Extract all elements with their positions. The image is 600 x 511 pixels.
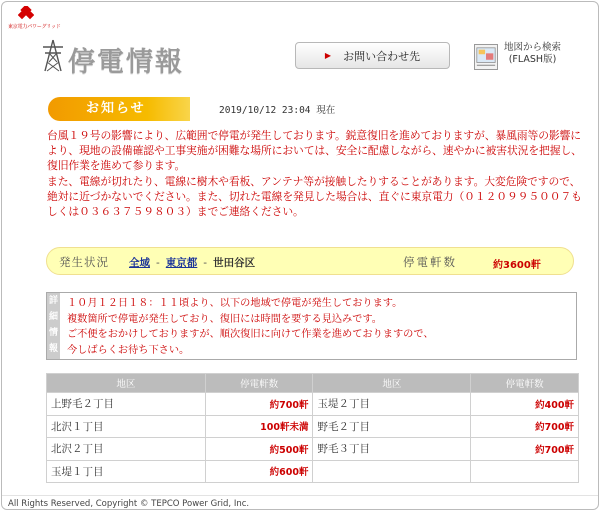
detail-text [67, 296, 572, 358]
notice-badge: お知らせ [48, 97, 190, 121]
detail-side-label [47, 293, 60, 359]
outage-status-bar [46, 247, 574, 275]
detail-line: 今しばらくお待ち下さい。 [67, 344, 190, 356]
breadcrumb-all-link[interactable]: 全域 [129, 257, 150, 269]
detail-line: 複数箇所で停電が発生しており、復旧には時間を要する見込みです。 [67, 313, 382, 325]
notice-paragraph: 台風１９号の影響により、広範囲で停電が発生しております。鋭意復旧を進めておりますが、暴風雨等の影響により、現地の設備確認や工事実施が困難な場所においては、安全に配慮しながら、速やかに被害状況を把握し、復旧作業を進めて参ります。 [47, 129, 582, 173]
area-cell: 玉堤１丁目 [47, 460, 206, 483]
contact-button-label: お問い合わせ先 [343, 49, 421, 63]
notice-paragraph: また、電線が切れたり、電線に樹木や看板、アンテナ等が接触したりすることがあります。大変危険ですので、絶対に近づかないでください。また、切れた電線を発見した場合は、直ぐに東京電力（０１２０９９５００７もしくは０３６３７５９８０３）までご連絡ください。 [47, 174, 582, 219]
count-cell: 約700軒 [471, 415, 579, 438]
map-search-text [504, 42, 561, 66]
area-cell: 北沢２丁目 [47, 438, 206, 461]
detail-side-char: 詳 [48, 296, 58, 306]
contact-button[interactable] [295, 42, 450, 69]
footer-copyright: All Rights Reserved, Copyright © TEPCO Power Grid, Inc. [8, 499, 250, 509]
outage-count-label: 停電軒数 [403, 255, 457, 269]
detail-line: ご不便をおかけしておりますが、順次復旧に向けて作業を進めておりますので、 [67, 329, 434, 340]
area-cell: 野毛３丁目 [313, 438, 471, 461]
status-label: 発生状況 [59, 255, 109, 269]
map-icon [474, 44, 498, 70]
detail-side-char: 情 [48, 328, 58, 338]
arrow-right-icon: ▶ [324, 51, 332, 60]
count-cell: 約400軒 [471, 393, 579, 416]
count-cell [471, 460, 579, 483]
detail-line: １０月１２日１８：１１頃より、以下の地域で停電が発生しております。 [67, 298, 403, 309]
map-search-sublabel: (FLASH版) [508, 54, 557, 65]
map-search-label: 地図から検索 [504, 42, 562, 53]
area-cell: 上野毛２丁目 [47, 393, 206, 416]
column-header: 停電軒数 [471, 374, 579, 393]
tepco-logo-icon [18, 6, 34, 22]
area-cell: 野毛２丁目 [313, 415, 471, 438]
table-header-row [47, 374, 579, 393]
column-header: 地区 [313, 374, 471, 393]
power-tower-icon [40, 38, 66, 72]
count-cell: 約700軒 [205, 393, 313, 416]
update-timestamp: 2019/10/12 23:04 現在 [219, 105, 336, 116]
footer-divider [2, 495, 599, 496]
breadcrumb-current: 世田谷区 [213, 257, 256, 269]
table-row [47, 415, 579, 438]
table-row [47, 438, 579, 461]
tepco-logo[interactable] [8, 6, 61, 32]
column-header: 地区 [47, 374, 206, 393]
count-cell: 約700軒 [471, 438, 579, 461]
area-cell: 玉堤２丁目 [313, 393, 471, 416]
page-title: 停電情報 [68, 47, 184, 78]
count-cell: 約500軒 [205, 438, 313, 461]
detail-info-box [46, 292, 577, 360]
breadcrumb-separator: - [156, 257, 160, 269]
logo-text: 東京電力パワーグリッド [8, 24, 61, 30]
count-cell: 100軒未満 [205, 415, 313, 438]
table-row [47, 460, 579, 483]
map-search-link[interactable] [470, 42, 590, 72]
count-cell: 約600軒 [205, 460, 313, 483]
breadcrumb-tokyo-link[interactable]: 東京都 [165, 257, 198, 269]
table-row [47, 393, 579, 416]
outage-count-value: 約3600軒 [493, 260, 541, 271]
area-cell [313, 460, 471, 483]
column-header: 停電軒数 [205, 374, 313, 393]
detail-side-char: 報 [48, 344, 58, 354]
page-frame [1, 1, 599, 510]
breadcrumb-separator: - [203, 257, 208, 269]
area-cell: 北沢１丁目 [47, 415, 206, 438]
outage-area-table [46, 373, 579, 483]
notice-text [47, 128, 587, 219]
detail-side-char: 細 [48, 312, 58, 322]
area-breadcrumb [129, 255, 255, 270]
